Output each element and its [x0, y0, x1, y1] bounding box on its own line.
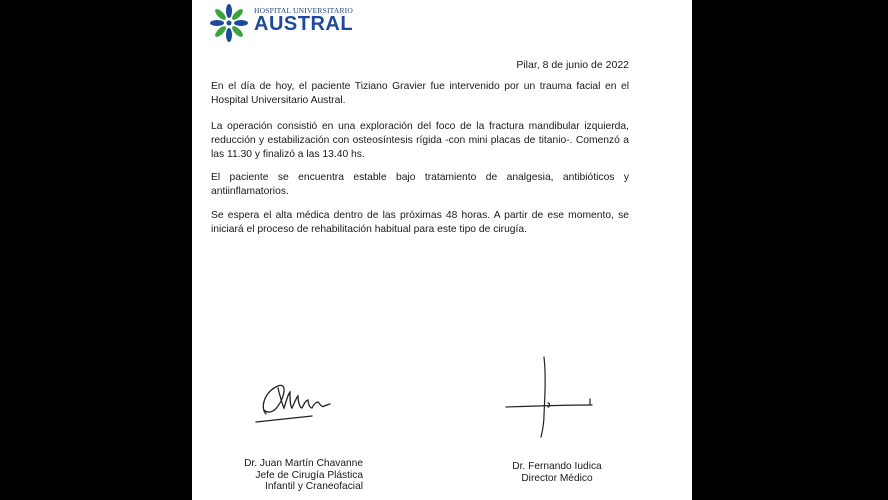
signature-left — [254, 378, 350, 430]
letter-page — [192, 0, 692, 500]
signer-left-title: Jefe de Cirugía Plástica — [255, 469, 363, 481]
logo-subtitle: HOSPITAL UNIVERSITARIO — [254, 6, 353, 15]
letter-date: Pilar, 8 de junio de 2022 — [516, 59, 629, 71]
signer-left — [227, 458, 363, 493]
hospital-logo — [208, 2, 408, 44]
signature-right — [504, 355, 604, 439]
signer-right-title: Director Médico — [521, 472, 593, 484]
logo-name: AUSTRAL — [254, 13, 354, 35]
signer-left-name: Dr. Juan Martín Chavanne — [244, 458, 363, 469]
flower-logo-icon — [208, 2, 250, 44]
signer-right — [497, 461, 617, 484]
signer-left-subtitle: Infantil y Craneofacial — [265, 481, 363, 492]
body-paragraph: La operación consistió en una exploración del foco de la fractura mandibular izquierda, reducción y estabilización con osteosíntesis rígida -con mini placas de titanio-. Comenzó a las 11.30 y finalizó a las 13.40 hs. — [211, 121, 629, 160]
body-paragraph: En el día de hoy, el paciente Tiziano Gravier fue intervenido por un trauma facial en el Hospital Universitario Austral. — [211, 81, 629, 106]
body-paragraph: Se espera el alta médica dentro de las próximas 48 horas. A partir de ese momento, se iniciará el proceso de rehabilitación habitual para este tipo de cirugía. — [211, 210, 629, 235]
body-paragraph: El paciente se encuentra estable bajo tratamiento de analgesia, antibióticos y antiinflamatorios. — [211, 172, 629, 197]
signer-right-name: Dr. Fernando Iudica — [512, 461, 602, 472]
